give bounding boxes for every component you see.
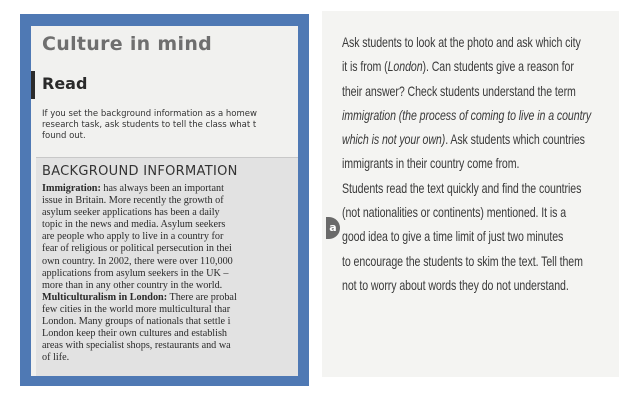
immigration-line: asylum seeker applications has been a daily <box>42 207 220 219</box>
note-text: . Ask students which countries <box>445 132 585 148</box>
multiculturalism-line: of life. <box>42 352 70 364</box>
note-line: immigration (the process of coming to live in a country <box>342 107 592 123</box>
intro-line: found out. <box>42 131 86 141</box>
note-line: not to worry about words they do not understand. <box>342 277 569 293</box>
multiculturalism-line <box>42 292 298 304</box>
immigration-term: Immigration: <box>42 183 101 194</box>
left-scan-page <box>31 26 298 376</box>
immigration-line: own country. In 2002, there were over 110,000 <box>42 255 233 267</box>
multiculturalism-text: There are probal <box>167 291 237 303</box>
note-text: it is from ( <box>342 59 388 75</box>
immigration-text: has always been an important <box>100 183 224 194</box>
note-line: their answer? Check students understand the term <box>342 83 576 99</box>
immigration-line: more than in any other country in the world. <box>42 279 223 291</box>
note-line <box>342 128 591 152</box>
note-line: Students read the text quickly and find the countries <box>342 180 582 196</box>
multiculturalism-line: London. Many groups of nationals that settle i <box>42 316 231 328</box>
immigration-line: applications from asylum seekers in the UK – <box>42 267 229 279</box>
multiculturalism-line: areas with specialist shops, restaurants and wa <box>42 340 231 352</box>
note-text: ). Can students give a reason for <box>422 59 574 75</box>
note-line <box>342 55 591 79</box>
note-line: good idea to give a time limit of just two minutes <box>342 229 564 245</box>
intro-line: If you set the background information as a homew <box>42 109 257 119</box>
intro-line: research task, ask students to tell the class what t <box>42 120 257 130</box>
teacher-notes <box>342 31 591 298</box>
right-scan-page <box>322 11 619 377</box>
note-line: (not nationalities or continents) mentioned. It is a <box>342 205 567 221</box>
left-scan-frame <box>20 14 309 386</box>
intro-paragraph <box>42 109 298 142</box>
immigration-line: issue in Britain. More recently the growth of <box>42 195 224 207</box>
multiculturalism-line: few cities in the world more multicultural thar <box>42 303 231 315</box>
multiculturalism-term: Multiculturalism in London: <box>42 291 168 303</box>
immigration-line: are people who apply to live in a country for <box>42 231 224 243</box>
read-heading: Read <box>42 74 88 93</box>
note-line: to encourage the students to skim the text. Tell them <box>342 253 583 269</box>
immigration-line <box>42 183 298 195</box>
background-info-heading: BACKGROUND INFORMATION <box>42 164 238 179</box>
section-title: Culture in mind <box>42 33 213 55</box>
note-line: immigrants in their country come from. <box>342 156 520 172</box>
read-heading-bar <box>31 71 35 99</box>
background-info-text <box>42 183 298 364</box>
immigration-line: fear of religious or political persecution in thei <box>42 243 232 255</box>
note-line: Ask students to look at the photo and ask which city <box>342 35 581 50</box>
note-italic-text: London <box>387 59 423 75</box>
note-italic-text: which is not your own) <box>342 132 446 148</box>
exercise-a-badge: a <box>326 217 340 239</box>
immigration-line: topic in the news and media. Asylum seekers <box>42 219 226 231</box>
multiculturalism-line: London keep their own cultures and establish <box>42 328 228 340</box>
